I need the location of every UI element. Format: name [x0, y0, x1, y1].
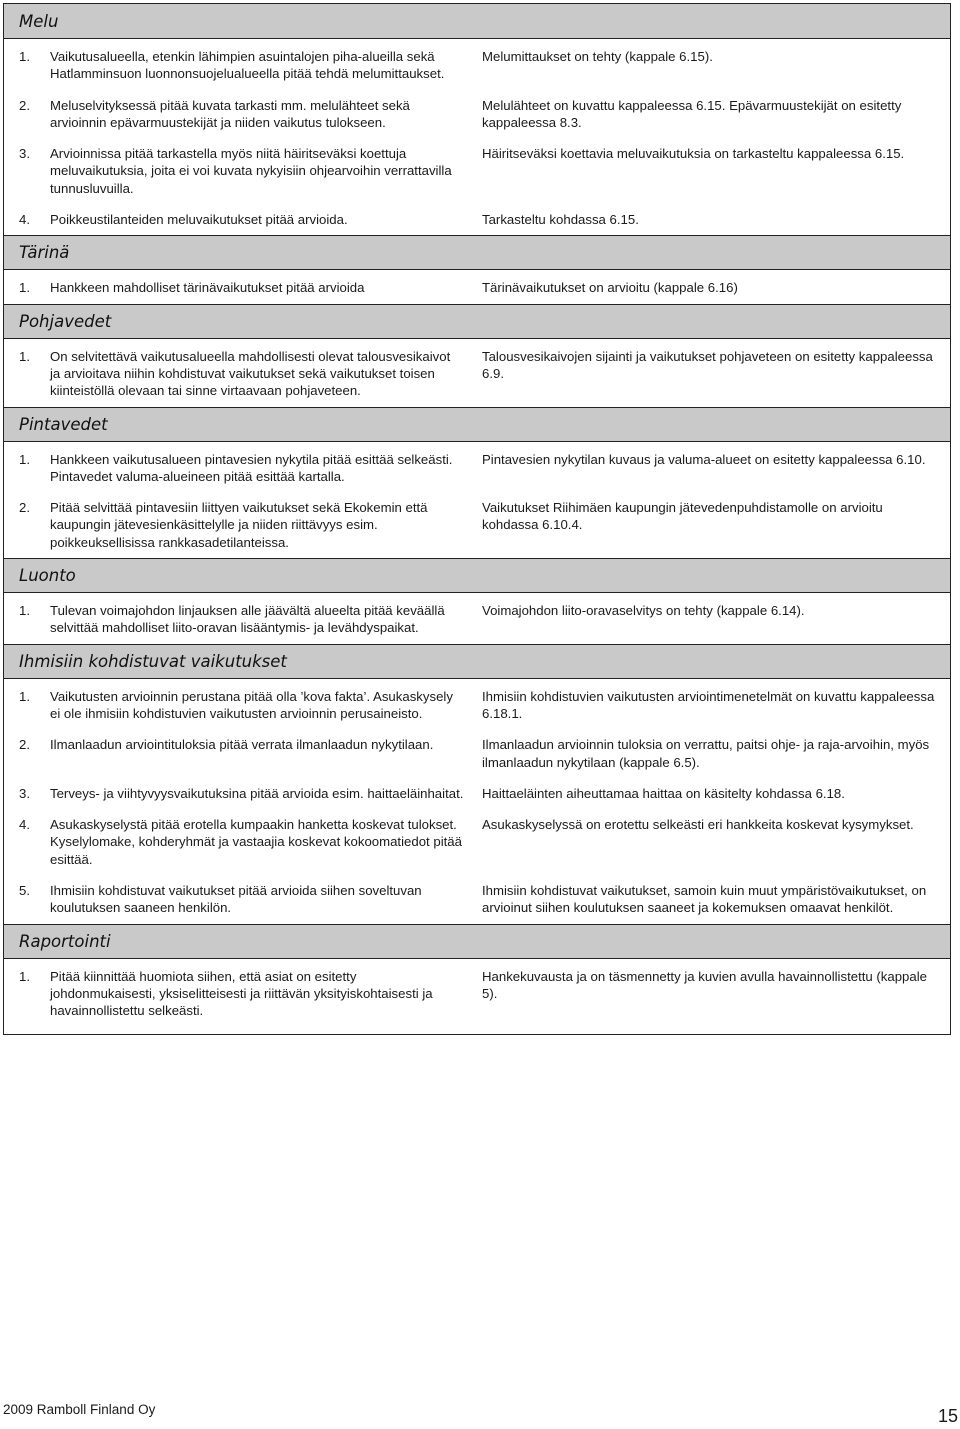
section-body-tarina [4, 269, 950, 303]
table-row [4, 785, 950, 802]
page-number: 15 [937, 1406, 958, 1426]
requirements-table [3, 3, 951, 1035]
item-number: 1. [19, 688, 30, 704]
section-title: Pohjavedet [19, 311, 112, 331]
item-number: 1. [19, 49, 30, 64]
table-row [4, 882, 950, 917]
response-text: Ilmanlaadun arvioinnin tuloksia on verrattu, paitsi ohje- ja raja-arvoihin, myös ilmanlaadun nykytilaan (kappale 6.5). [482, 737, 930, 770]
table-row [4, 451, 950, 486]
response-text: Melumittaukset on tehty (kappale 6.15). [482, 49, 713, 64]
section-body-ihmisiin [4, 678, 950, 924]
response-text: Voimajohdon liito-oravaselvitys on tehty (kappale 6.14). [482, 603, 805, 619]
section-body-luonto [4, 592, 950, 644]
requirement-text: Terveys- ja viihtyvyysvaikutuksina pitää arvioida esim. haittaeläinhaitat. [50, 785, 464, 801]
response-text: Talousvesikaivojen sijainti ja vaikutukset pohjaveteen on esitetty kappaleessa 6.9. [482, 348, 933, 381]
table-row [4, 602, 950, 637]
section-title: Tärinä [19, 243, 70, 263]
item-number: 2. [19, 97, 30, 113]
response-text: Pintavesien nykytilan kuvaus ja valuma-alueet on esitetty kappaleessa 6.10. [482, 451, 926, 467]
requirement-text: Tulevan voimajohdon linjauksen alle jäävältä alueelta pitää keväällä selvittää mahdolliset liito-oravan lisääntymis- ja levähdyspaikat. [50, 603, 445, 636]
table-row [4, 211, 950, 228]
requirement-text: Poikkeustilanteiden meluvaikutukset pitää arvioida. [50, 212, 348, 228]
table-row [4, 688, 950, 723]
item-number: 3. [19, 146, 30, 162]
table-row [4, 348, 950, 400]
requirement-text: Pitää kiinnittää huomiota siihen, että asiat on esitetty johdonmukaisesti, yksiselitteisesti ja riittävän yksityiskohtaisesti ja havainnollistettu selkeästi. [50, 968, 433, 1019]
requirement-text: Vaikutusalueella, etenkin lähimpien asuintalojen piha-alueilla sekä Hatlamminsuon luonnonsuojelualueella pitää tehdä melumittaukset. [50, 49, 445, 82]
table-row [4, 97, 950, 132]
response-text: Ihmisiin kohdistuvat vaikutukset, samoin kuin muut ympäristövaikutukset, on arvioinut siihen koulutuksen saaneet ja kokemuksen omaavat henkilöt. [482, 883, 927, 916]
section-title: Ihmisiin kohdistuvat vaikutukset [19, 651, 287, 671]
section-header-luonto [4, 558, 950, 592]
section-title: Luonto [19, 566, 76, 586]
section-title: Raportointi [19, 931, 111, 951]
item-number: 2. [19, 737, 30, 753]
table-row [4, 279, 950, 296]
section-header-melu [4, 4, 950, 38]
section-header-raportointi [4, 924, 950, 958]
response-text: Ihmisiin kohdistuvien vaikutusten arviointimenetelmät on kuvattu kappaleessa 6.18.1. [482, 688, 935, 721]
section-body-melu [4, 38, 950, 235]
table-row [4, 499, 950, 551]
footer-company: 2009 Ramboll Finland Oy [3, 1402, 156, 1417]
section-title: Melu [19, 11, 59, 31]
item-number: 1. [19, 280, 30, 296]
item-number: 1. [19, 968, 30, 984]
item-number: 2. [19, 500, 30, 516]
response-text: Tarkasteltu kohdassa 6.15. [482, 212, 639, 228]
requirement-text: Hankkeen mahdolliset tärinävaikutukset pitää arvioida [50, 280, 365, 296]
section-title: Pintavedet [19, 414, 108, 434]
requirement-text: Pitää selvittää pintavesiin liittyen vaikutukset sekä Ekokemin että kaupungin jätevesienkäsittelylle ja niiden riittävyys esim. poikkeuksellisissa rankkasadetilanteissa. [50, 500, 428, 550]
requirement-text: On selvitettävä vaikutusalueella mahdollisesti olevat talousvesikaivot ja arvioitava niihin kohdistuvat vaikutukset sekä vaikutukset toisen kiinteistöllä olevaan tai sinne virtaavaan pohjaveteen. [50, 348, 451, 399]
response-text: Asukaskyselyssä on erotettu selkeästi eri hankkeita koskevat kysymykset. [482, 817, 914, 833]
item-number: 4. [19, 817, 30, 833]
item-number: 1. [19, 603, 30, 619]
response-text: Tärinävaikutukset on arvioitu (kappale 6.16) [482, 280, 738, 296]
requirement-text: Arvioinnissa pitää tarkastella myös niitä häiritseväksi koettuja meluvaikutuksia, joita ei voi kuvata nykyisiin ohjearvoihin verrattavilla tunnusluvuilla. [50, 146, 452, 196]
item-number: 1. [19, 348, 30, 364]
requirement-text: Meluselvityksessä pitää kuvata tarkasti mm. melulähteet sekä arvioinnin epävarmuustekijät ja niiden vaikutus tulokseen. [50, 97, 410, 130]
section-body-raportointi [4, 958, 950, 1034]
requirement-text: Ilmanlaadun arviointituloksia pitää verrata ilmanlaadun nykytilaan. [50, 737, 434, 753]
section-header-pintavedet [4, 407, 950, 441]
item-number: 1. [19, 451, 30, 467]
requirement-text: Vaikutusten arvioinnin perustana pitää olla ’kova fakta’. Asukaskysely ei ole ihmisiin kohdistuvien vaikutusten arvioinnin perusaineisto. [50, 688, 453, 721]
response-text: Haittaeläinten aiheuttamaa haittaa on käsitelty kohdassa 6.18. [482, 785, 845, 801]
table-row [4, 816, 950, 868]
section-header-ihmisiin [4, 644, 950, 678]
section-body-pohjavedet [4, 338, 950, 407]
table-row [4, 736, 950, 771]
response-text: Vaikutukset Riihimäen kaupungin jätevedenpuhdistamolle on arvioitu kohdassa 6.10.4. [482, 500, 883, 533]
section-header-pohjavedet [4, 304, 950, 338]
response-text: Häiritseväksi koettavia meluvaikutuksia on tarkasteltu kappaleessa 6.15. [482, 146, 905, 162]
item-number: 4. [19, 212, 30, 228]
section-body-pintavedet [4, 441, 950, 558]
item-number: 5. [19, 883, 30, 899]
response-text: Hankekuvausta ja on täsmennetty ja kuvien avulla havainnollistettu (kappale 5). [482, 968, 927, 1001]
table-row [4, 145, 950, 197]
section-header-tarina [4, 235, 950, 269]
requirement-text: Hankkeen vaikutusalueen pintavesien nykytila pitää esittää selkeästi. Pintavedet valuma-alueineen pitää esittää kartalla. [50, 451, 453, 484]
requirement-text: Asukaskyselystä pitää erotella kumpaakin hanketta koskevat tulokset. Kyselylomake, kohderyhmät ja vastaajia koskevat kokoomatiedot pitää esittää. [50, 817, 462, 867]
requirement-text: Ihmisiin kohdistuvat vaikutukset pitää arvioida siihen soveltuvan koulutuksen saaneen henkilön. [50, 883, 422, 916]
table-row [4, 968, 950, 1020]
response-text: Melulähteet on kuvattu kappaleessa 6.15. Epävarmuustekijät on esitetty kappaleessa 8.3. [482, 97, 902, 130]
item-number: 3. [19, 785, 30, 801]
table-row [4, 48, 950, 83]
